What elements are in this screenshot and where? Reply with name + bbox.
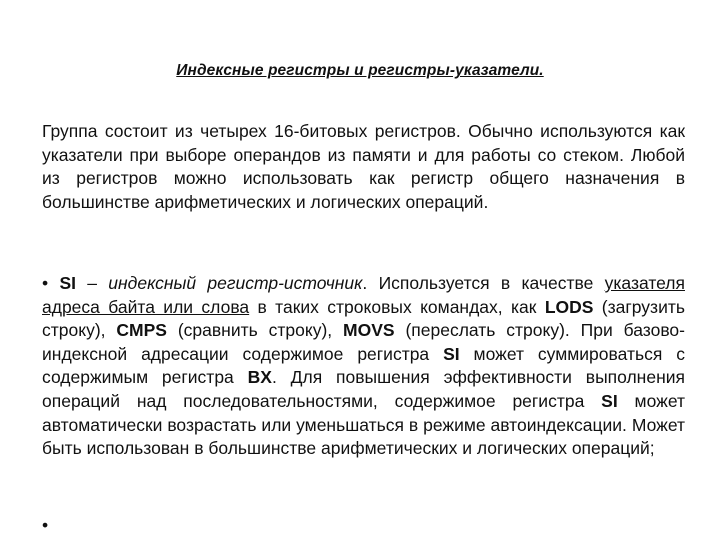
text-fragment: (загрузить строку),	[42, 296, 685, 341]
text-fragment: . Для повышения эффективности выполнения операций над последовательностями, содержимое регистра	[42, 367, 685, 411]
slide-title: Индексные регистры и регистры-указатели.	[176, 62, 544, 79]
paragraph-registers-group: Группа состоит из четырех 16-битовых регистров. Обычно используются как указатели при выборе операндов из памяти и для работы со стеком. Любой из регистров можно использовать как регистр общего назначения в большинстве арифметических и логических операций.	[42, 121, 685, 212]
register-si: SI	[443, 343, 460, 364]
text-fragment: может суммироваться с содержимым регистра	[42, 343, 685, 388]
paragraph-si-register	[42, 272, 685, 461]
si-description: индексный регистр-источник	[108, 273, 363, 293]
register-bx: BX	[247, 367, 272, 388]
text-fragment: (сравнить строку),	[166, 320, 344, 341]
text-fragment: в таких строковых командах, как	[249, 296, 545, 317]
text-fragment: . Используется в качестве	[362, 273, 605, 293]
text-fragment: может автоматически возрастать или уменьшаться в режиме автоиндексации. Может быть использован в большинстве арифметических и логических операций;	[42, 390, 685, 459]
command-lods: LODS	[544, 296, 594, 317]
register-si: SI	[59, 273, 76, 293]
bullet-marker: •	[42, 273, 49, 293]
command-movs: MOVS	[343, 320, 395, 341]
register-si: SI	[601, 390, 618, 411]
bullet-marker: •	[42, 515, 49, 535]
command-cmps: CMPS	[116, 320, 167, 341]
text-fragment: (переслать строку). При базово-индексной адресации содержимое регистра	[42, 320, 685, 364]
dash-text: –	[75, 273, 109, 293]
underlined-phrase: указателя адреса байта или слова	[42, 273, 685, 317]
